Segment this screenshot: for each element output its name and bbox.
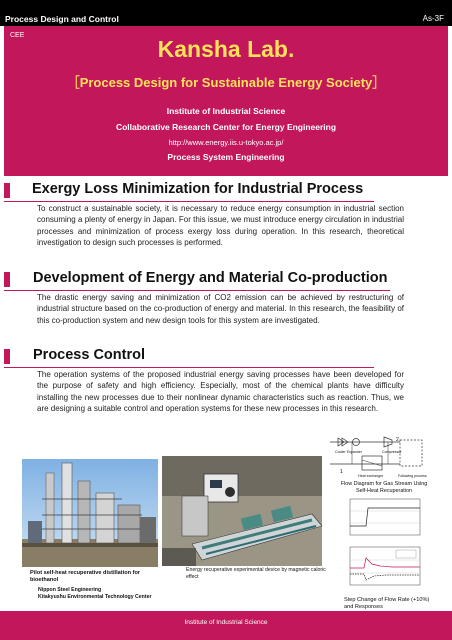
device-caption: Energy recuperative experimental device by magnetic caloric effect [186, 567, 326, 580]
section-process-control [4, 346, 448, 414]
section-rule [4, 367, 374, 368]
header-tag: CEE [10, 32, 25, 39]
diagram-label-1: 1 [340, 469, 343, 475]
diagram-label-compressor: Compressor [382, 450, 402, 454]
lab-header [4, 26, 448, 176]
institute-name: Institute of Industrial Science [166, 106, 286, 116]
response-chart-bottom [340, 544, 424, 592]
diagram-label-2: 2 [396, 437, 399, 443]
section-body: To construct a sustainable society, it is necessary to reduce energy consumption in industrial section consuming a plenty of energy in Japan. For this issue, we must introduce energy circulation in industrial processes and minimization of process exergy loss during operation. In this research, theoretical investigation to design such processes is performed. [37, 204, 404, 248]
diagram-label-following: Following process [398, 474, 427, 478]
plant-caption-title: Pilot self-heat recuperative distillation for bioethanol [30, 570, 141, 583]
section-marker [4, 349, 10, 364]
diagram-label-cooler: Cooler Expander [335, 450, 362, 454]
section-heading [4, 269, 448, 289]
response-chart-bottom-svg [340, 544, 424, 592]
lab-url-link[interactable]: http://www.energy.iis.u-tokyo.ac.jp/ [168, 138, 284, 147]
section-rule [4, 290, 390, 291]
top-bar [0, 0, 452, 26]
plant-caption-credit-2: Kitakyushu Environmental Technology Center [38, 594, 152, 600]
section-coproduction [4, 269, 448, 325]
top-bar-code: As-3F [422, 14, 444, 23]
lab-name: Kansha Lab. [157, 36, 295, 62]
plant-illustration [22, 459, 158, 567]
section-title: Development of Energy and Material Co-production [33, 270, 388, 286]
section-body: The operation systems of the proposed industrial energy saving processes have been developed for the purpose of safety and high efficiency. Especially, most of the chemical plants have difficulty installing the new processes due to their nonlinear dynamic characteristics such as reaction. Thus, we are designing a suitable control and operation systems for these new processes in this research. [37, 370, 404, 414]
section-title: Process Control [33, 347, 145, 363]
device-illustration [162, 456, 322, 566]
section-marker [4, 272, 10, 287]
section-marker [4, 183, 10, 198]
response-chart-top [340, 496, 424, 542]
section-exergy [4, 180, 448, 248]
top-bar-title: Process Design and Control [5, 14, 119, 24]
section-title: Exergy Loss Minimization for Industrial Process [32, 181, 364, 197]
footer-text: Institute of Industrial Science [184, 619, 268, 626]
section-body: The drastic energy saving and minimization of CO2 emission can be achieved by restructuring of industrial structure based on the co-production of energy and material. In this research, the feasibility of this co-production system and new design tools for this system are investigated. [37, 293, 404, 325]
section-rule [4, 201, 374, 202]
chart-caption: Step Change of Flow Rate (+10%) and Responses [344, 597, 430, 610]
diagram-label-hx: Heat exchanger [358, 474, 384, 478]
lab-subtitle: ［Process Design for Sustainable Energy Society］ [66, 75, 386, 90]
section-heading [4, 346, 448, 366]
response-chart-top-svg [340, 496, 424, 542]
plant-caption-credit-1: Nippon Steel Engineering [38, 587, 102, 593]
center-name: Collaborative Research Center for Energy Engineering [115, 122, 337, 132]
distillation-plant-photo [22, 459, 158, 567]
diagram-caption: Flow Diagram for Gas Stream Using Self-Heat Recuperation [340, 481, 428, 494]
experimental-device-photo [162, 456, 322, 566]
section-heading [4, 180, 448, 200]
footer-bar [0, 611, 452, 640]
group-name: Process System Engineering [167, 152, 285, 162]
